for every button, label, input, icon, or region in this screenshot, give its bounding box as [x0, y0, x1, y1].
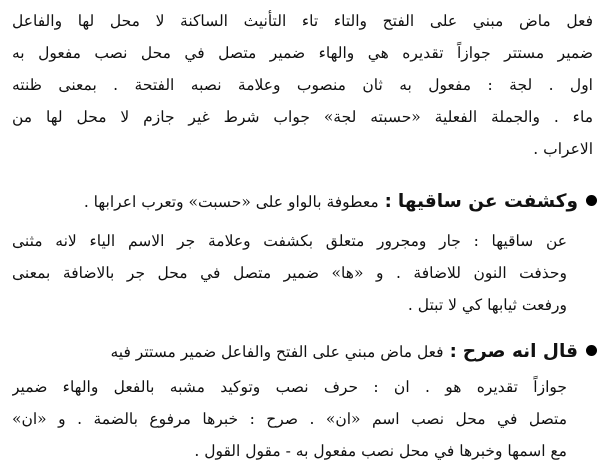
para1-line-1: فعل ماض مبني على الفتح والتاء تاء التأنيث الساكنة لا محل لها والفاعل	[12, 12, 593, 30]
para1-line-5: الاعراب .	[533, 140, 593, 158]
section2-phrase: قال انه صرح	[462, 341, 578, 362]
section2-line-1: جوازاً تقديره هو . ان : حرف نصب وتوكيد مشبه بالفعل والهاء ضمير	[12, 378, 567, 396]
para1-line-2: ضمير مستتر جوازاً تقديره هي والهاء ضمير متصل في محل نصب مفعول به	[12, 44, 593, 62]
section1-line-2: وحذفت النون للاضافة . و «ها» ضمير متصل في محل جر بالاضافة بمعنى	[12, 264, 567, 282]
section1-colon: :	[384, 191, 392, 212]
para1-line-4: ماء . والجملة الفعلية «حسبته لجة» جواب شرط غير جازم لا محل لها من	[12, 108, 593, 126]
section2-line-2: متصل في محل نصب اسم «ان» . صرح : خبرها مرفوع بالضمة . و «ان»	[12, 410, 567, 428]
section1-first-line-rest: معطوفة بالواو على «حسبت» وتعرب اعرابها .	[83, 193, 379, 211]
section2-colon: :	[449, 341, 457, 362]
section2-line-3: مع اسمها وخبرها في محل نصب مفعول به - مقول القول .	[194, 442, 567, 460]
section2-first-line-rest: فعل ماض مبني على الفتح والفاعل ضمير مستتر فيه	[110, 343, 444, 361]
section1-phrase: وكشفت عن ساقيها	[397, 191, 578, 212]
bullet-icon	[586, 195, 597, 206]
section2-heading-line	[12, 336, 597, 368]
section1-line-3: ورفعت ثيابها كي لا تبتل .	[407, 296, 567, 314]
section1-line-1: عن ساقيها : جار ومجرور متعلق بكشفت وعلامة جر الاسم الياء لانه مثنى	[12, 232, 567, 250]
bullet-icon	[586, 345, 597, 356]
para1-line-3: اول . لجة : مفعول به ثان منصوب وعلامة نصبه الفتحة . بمعنى ظنته	[12, 76, 593, 94]
section1-heading-line	[12, 186, 597, 218]
